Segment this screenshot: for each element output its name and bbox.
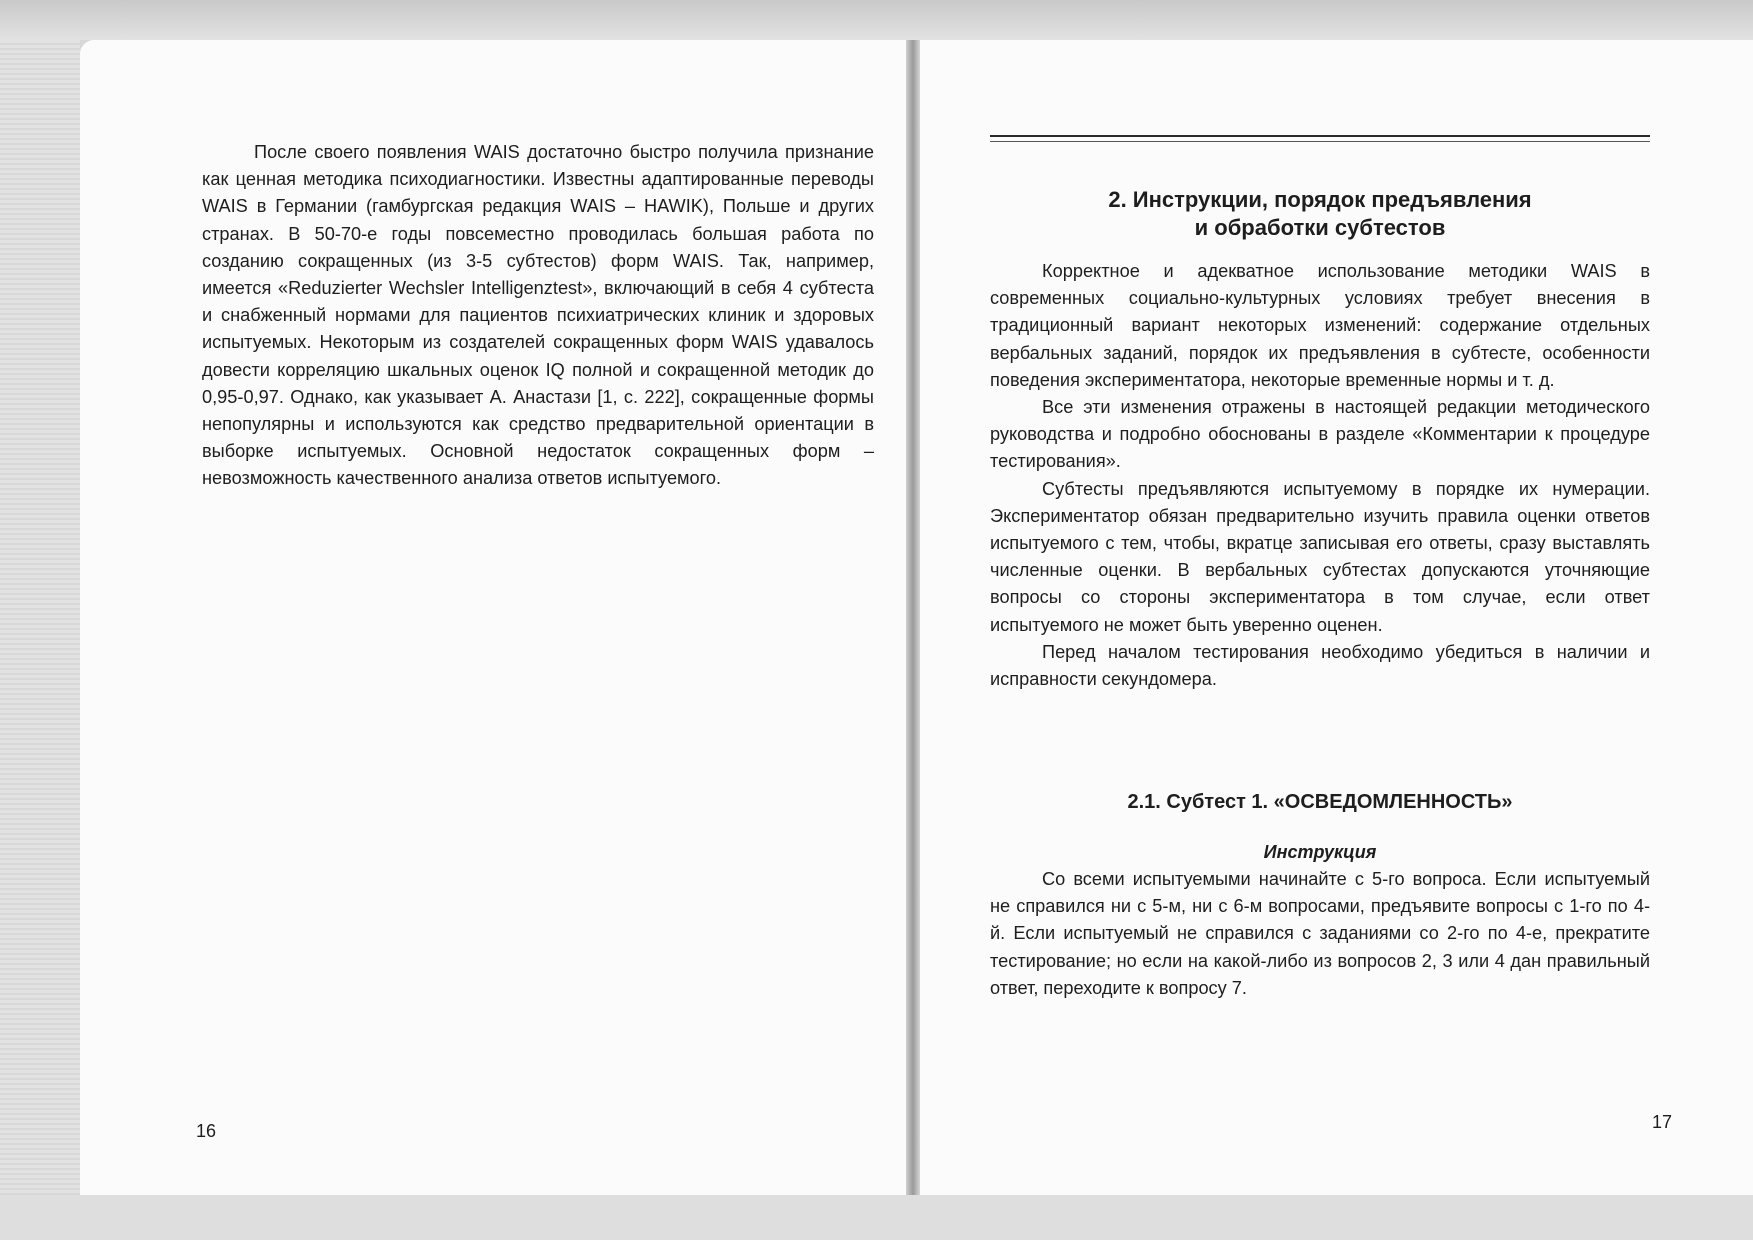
book-gutter [906, 40, 920, 1195]
header-rule-thin [990, 141, 1650, 142]
section-heading-line2: и обработки субтестов [1194, 215, 1446, 240]
section-heading-line1: 2. Инструкции, порядок предъявления [1108, 187, 1532, 212]
right-paragraph: Корректное и адекватное использование методики WAIS в современных социально-культурных условиях требует внесения в традиционный вариант некоторых изменений: содержание отдельных вербальных заданий, порядок их предъявления в субтесте, особенности поведения экспериментатора, некоторые временные нормы и т. д. [990, 261, 1650, 390]
right-paragraph: Все эти изменения отражены в настоящей редакции методического руководства и подробно обоснованы в разделе «Комментарии к процедуре тестирования». [990, 397, 1650, 472]
scan-bottom-border [0, 1195, 1753, 1240]
instruction-heading: Инструкция [1263, 842, 1377, 862]
left-page-body [202, 139, 874, 493]
section-heading [990, 186, 1650, 242]
header-rule [990, 135, 1650, 137]
right-paragraph: Перед началом тестирования необходимо убедиться в наличии и исправности секундомера. [990, 641, 1650, 690]
scan-left-edge [0, 40, 80, 1195]
scan-top-border [0, 0, 1753, 40]
right-paragraph: Субтесты предъявляются испытуемому в порядке их нумерации. Экспериментатор обязан предварительно изучить правила оценки ответов испытуемого с тем, чтобы, вкратце записывая его ответы, сразу выставлять численные оценки. В вербальных субтестах допускаются уточняющие вопросы со стороны экспериментатора в том случае, если ответ испытуемого не может быть уверенно оценен. [990, 478, 1650, 635]
page-number-right: 17 [1652, 1112, 1673, 1132]
right-page-body [990, 258, 1650, 693]
instruction-paragraph: Со всеми испытуемыми начинайте с 5-го вопроса. Если испытуемый не справился ни с 5-м, ни с 6-м вопросами, предъявите вопросы с 1-го по 4-й. Если испытуемый не справился с заданиями со 2-го по 4-е, прекратите тестирование; но если на какой-либо из вопросов 2, 3 или 4 дан правильный ответ, переходите к вопросу 7. [990, 869, 1650, 998]
left-paragraph: После своего появления WAIS достаточно быстро получила признание как ценная методика психодиагностики. Известны адаптированные переводы WAIS в Германии (гамбургская редакция WAIS – HAWIK), Польше и других странах. В 50-70-е годы повсеместно проводилась большая работа по созданию сокращенных (из 3-5 субтестов) форм WAIS. Так, например, имеется «Reduzierter Wechsler Intelligenztest», включающий в себя 4 субтеста и снабженный нормами для пациентов психиатрических клиник и здоровых испытуемых. Некоторым из создателей сокращенных форм WAIS удавалось довести корреляцию шкальных оценок IQ полной и сокращенной методик до 0,95-0,97. Однако, как указывает А. Анастази [1, с. 222], сокращенные формы непопулярны и используются как средство предварительной ориентации в выборке испытуемых. Основной недостаток сокращенных форм – невозможность качественного анализа ответов испытуемого. [202, 142, 874, 489]
page-number-left: 16 [196, 1121, 217, 1141]
subtest-heading: 2.1. Субтест 1. «ОСВЕДОМЛЕННОСТЬ» [1127, 791, 1513, 813]
instruction-body [990, 866, 1650, 1002]
